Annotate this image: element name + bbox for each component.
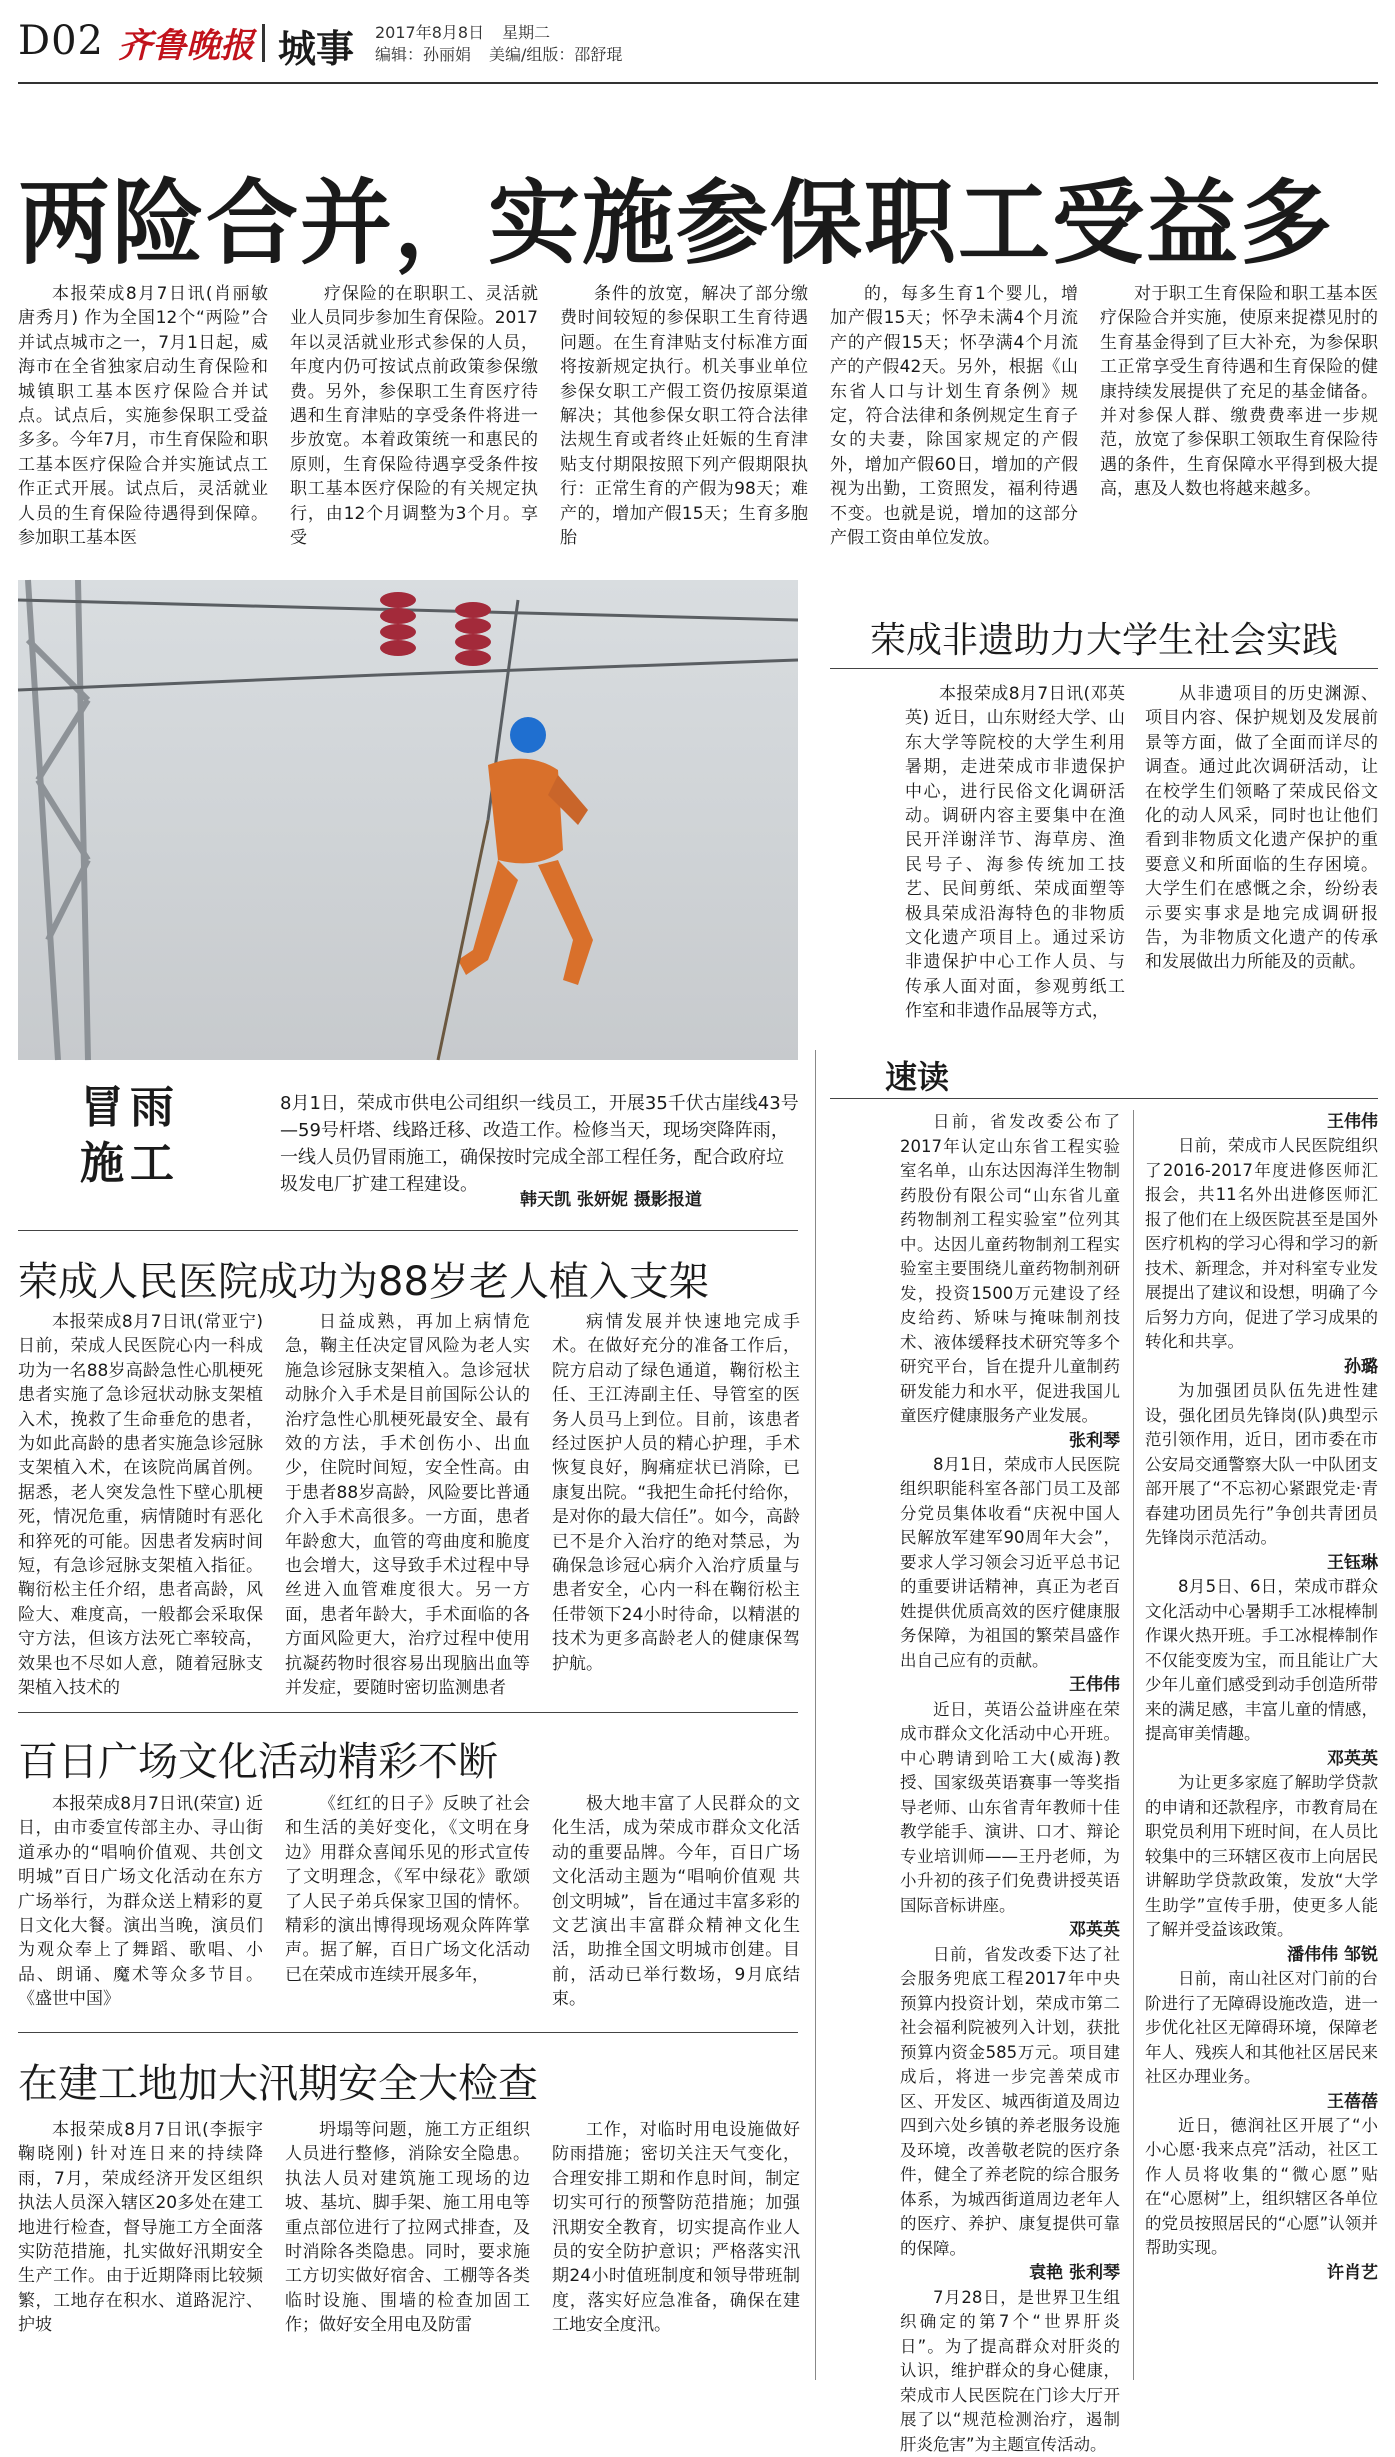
lead-story-col-1: 本报荣成8月7日讯(肖丽敏 唐秀月) 作为全国12个“两险”合并试点城市之一，7月1日起，威海市在全省独家启动生育保险和城镇职工基本医疗保险合并试点。试点后，实施参保职工受益多多。今年7月，市生育保险和职工基本医疗保险合并实施试点工作正式开展。试点后，灵活就业人员的生育保险待遇得到保障。参加职工基本医 [18, 284, 268, 549]
quick-item-1-author: 张利琴 [1069, 1430, 1120, 1451]
quick-item-8: 8月5日、6日，荣成市群众文化活动中心暑期手工冰棍棒制作课火热开班。手工冰棍棒制作不仅能变废为宝，而且能让广大少年儿童们感受到动手创造所带来的满足感，丰富儿童的情感，提高审美情趣。 [1145, 1577, 1378, 1744]
lead-story-col-5: 对于职工生育保险和职工基本医疗保险合并实施，使原来捉襟见肘的生育基金得到了巨大补充，为参保职工正常享受生育待遇和生育保险的健康持续发展提供了充足的基金储备。并对参保人群、缴费费率进一步规范，放宽了参保职工领取生育保险待遇的条件，生育保障水平得到极大提高，惠及人数也将越来越多。 [1100, 284, 1378, 500]
hospital-story-title: 荣成人民医院成功为88岁老人植入支架 [18, 1259, 709, 1305]
lineman-illustration [18, 580, 798, 1060]
quick-item-6: 日前，荣成市人民医院组织了2016-2017年度进修医师汇报会，共11名外出进修医师汇报了他们在上级医院甚至是国外医疗机构的学习心得和学习的新技术、新理念，并对科室专业发展提出了建议和设想，明确了今后努力方向，促进了学习成果的转化和共享。 [1145, 1136, 1378, 1352]
quick-read-divider [1133, 1110, 1134, 2380]
quick-item-7-author: 王钰琳 [1327, 1552, 1378, 1573]
main-headline: 两险合并，实施参保职工受益多 [18, 170, 1335, 277]
intangible-heritage-col-1: 本报荣成8月7日讯(邓英英) 近日，山东财经大学、山东大学等院校的大学生利用暑期，走进荣成市非遗保护中心，进行民俗文化调研活动。调研内容主要集中在渔民开洋谢洋节、海草房、渔民号子、海参传统加工技艺、民间剪纸、荣成面塑等极具荣成沿海特色的非物质文化遗产项目上。通过采访非遗保护中心工作人员、与传承人面对面，参观剪纸工作室和非遗作品展等方式， [905, 684, 1125, 1022]
construction-story-col-2: 坍塌等问题，施工方正组织人员进行整修，消除安全隐患。执法人员对建筑施工现场的边坡、基坑、脚手架、施工用电等重点部位进行了拉网式排查，及时消除各类隐患。同时，要求施工方切实做好宿舍、工棚等各类临时设施、围墙的检查加固工作；做好安全用电及防雷 [285, 2120, 530, 2336]
photo-caption: 8月1日，荣成市供电公司组织一线员工，开展35千伏古崖线43号—59号杆塔、线路迁移、改造工作。检修当天，现场突降阵雨，一线人员仍冒雨施工，确保按时完成全部工程任务，配合政府垃圾发电厂扩建工程建设。 [280, 1093, 799, 1195]
square-story-col-3: 极大地丰富了人民群众的文化生活，成为荣成市群众文化活动的重要品牌。今年，百日广场文化活动主题为“唱响价值观 共创文明城”，旨在通过丰富多彩的文艺演出丰富群众精神文化生活，助推全国文明城市创建。目前，活动已举行数场，9月底结束。 [552, 1794, 800, 2010]
news-photo-lineman [18, 580, 798, 1060]
page-number: D02 [18, 18, 104, 64]
lead-story-col-4: 的，每多生育1个婴儿，增加产假15天；怀孕未满4个月流产的产假15天；怀孕满4个月流产的产假42天。另外，根据《山东省人口与计划生育条例》规定，符合法律和条例规定生育子女的夫妻，除国家规定的产假外，增加产假60日，增加的产假视为出勤，工资照发，福利待遇不变。也就是说，增加的这部分产假工资由单位发放。 [830, 284, 1078, 549]
intangible-heritage-title: 荣成非遗助力大学生社会实践 [870, 620, 1339, 661]
header-rule [18, 82, 1378, 84]
hospital-story-col-3: 病情发展并快速地完成手术。在做好充分的准备工作后，院方启动了绿色通道，鞠衍松主任、王江涛副主任、导管室的医务人员马上到位。目前，该患者经过医护人员的精心护理，手术恢复良好，胸痛症状已消除，已康复出院。“我把生命托付给你，是对你的最大信任”。如今，高龄已不是介入治疗的绝对禁忌，为确保急诊冠心病介入治疗质量与患者安全，心内一科在鞠衍松主任带领下24小时待命，以精湛的技术为更多高龄老人的健康保驾护航。 [552, 1312, 800, 1674]
hospital-story-rule [18, 1712, 798, 1713]
section-name: 城事 [278, 27, 355, 71]
square-story-rule [18, 2032, 798, 2033]
page-column-divider [815, 1050, 816, 2380]
construction-story-title: 在建工地加大汛期安全大检查 [18, 2061, 538, 2107]
quick-read-rule [830, 1098, 1378, 1099]
quick-item-11: 近日，德润社区开展了“小小心愿·我来点亮”活动，社区工作人员将收集的“微心愿”贴在“心愿树”上，组织辖区各单位的党员按照居民的“心愿”认领并帮助实现。 [1145, 2115, 1378, 2258]
issue-date: 2017年8月8日 [375, 23, 485, 42]
quick-item-7: 为加强团员队伍先进性建设，强化团员先锋岗(队)典型示范引领作用，近日，团市委在市公安局交通警察大队一中队团支部开展了“不忘初心紧跟党走·青春建功团员先行”争创共青团员先锋岗示范活动。 [1145, 1381, 1378, 1548]
quick-item-2: 8月1日，荣成市人民医院组织职能科室各部门员工及部分党员集体收看“庆祝中国人民解放军建军90周年大会”，要求人学习领会习近平总书记的重要讲话精神，真正为老百姓提供优质高效的医疗健康服务保障，为祖国的繁荣昌盛作出自己应有的贡献。 [900, 1454, 1120, 1670]
quick-item-10: 日前，南山社区对门前的台阶进行了无障碍设施改造，进一步优化社区无障碍环境，保障老年人、残疾人和其他社区居民来社区办理业务。 [1145, 1969, 1378, 2087]
quick-item-10-author: 王蓓蓓 [1327, 2091, 1378, 2112]
intangible-heritage-col-2: 从非遗项目的历史渊源、项目内容、保护规划及发展前景等方面，做了全面而详尽的调查。通过此次调研活动，让在校学生们领略了荣成民俗文化的动人风采，同时也让他们看到非物质文化遗产保护的重要意义和所面临的生存困境。大学生们在感慨之余，纷纷表示要实事求是地完成调研报告，为非物质文化遗产的传承和发展做出力所能及的贡献。 [1145, 684, 1378, 973]
photo-credit: 韩天凯 张妍妮 摄影报道 [520, 1190, 702, 1210]
quick-item-6-author: 孙璐 [1344, 1356, 1378, 1377]
square-story-col-2: 《红红的日子》反映了社会和生活的美好变化，《文明在身边》用群众喜闻乐见的形式宣传了文明理念，《军中绿花》歌颂了人民子弟兵保家卫国的情怀。精彩的演出博得现场观众阵阵掌声。据了解，百日广场文化活动已在荣成市连续开展多年， [285, 1794, 530, 1985]
quick-item-5: 7月28日，是世界卫生组织确定的第7个“世界肝炎日”。为了提高群众对肝炎的认识，维护群众的身心健康，荣成市人民医院在门诊大厅开展了以“规范检测治疗，遏制肝炎危害”为主题宣传活动。 [900, 2287, 1120, 2454]
header-divider [262, 24, 265, 62]
square-story-title: 百日广场文化活动精彩不断 [18, 1739, 498, 1785]
quick-read-col-1 [900, 1110, 1120, 2454]
quick-item-9: 为让更多家庭了解助学贷款的申请和还款程序，市教育局在职党员利用下班时间，在人员比较集中的三环辖区夜市上向居民讲解助学贷款政策，发放“大学生助学”宣传手册，使更多人能了解并受益该政策。 [1145, 1773, 1378, 1940]
quick-item-11-author: 许肖艺 [1327, 2262, 1378, 2283]
construction-story-col-3: 工作，对临时用电设施做好防雨措施；密切关注天气变化，合理安排工期和作息时间，制定切实可行的预警防范措施；加强汛期安全教育，切实提高作业人员的安全防护意识；严格落实汛期24小时值班制度和领导带班制度，落实好应急准备，确保在建工地安全度汛。 [552, 2120, 800, 2336]
lead-story-col-3: 条件的放宽，解决了部分缴费时间较短的参保职工生育待遇问题。在生育津贴支付标准方面将按新规定执行。机关事业单位参保女职工产假工资仍按原渠道解决；其他参保女职工符合法律法规生育或者终止妊娠的生育津贴支付期限按照下列产假期限执行：正常生育的产假为98天；难产的，增加产假15天；生育多胞胎 [560, 284, 808, 549]
square-story-col-1: 本报荣成8月7日讯(荣宣) 近日，由市委宣传部主办、寻山街道承办的“唱响价值观、共创文明城”百日广场文化活动在东方广场举行，为群众送上精彩的夏日文化大餐。演出当晚，演员们为观众奉上了舞蹈、歌唱、小品、朗诵、魔术等众多节目。《盛世中国》 [18, 1794, 263, 2010]
hospital-story-col-1: 本报荣成8月7日讯(常亚宁) 日前，荣成人民医院心内一科成功为一名88岁高龄急性心肌梗死患者实施了急诊冠状动脉支架植入术，挽救了生命垂危的患者，为如此高龄的患者实施急诊冠脉支架植入术，在该院尚属首例。据悉，老人突发急性下壁心肌梗死，情况危重，病情随时有恶化和猝死的可能。因患者发病时间短，有急诊冠脉支架植入指征。鞠衍松主任介绍，患者高龄，风险大、难度高，一般都会采取保守方法，但该方法死亡率较高，效果也不尽如人意，随着冠脉支架植入技术的 [18, 1312, 263, 1699]
header-meta [375, 22, 640, 66]
quick-item-8-author: 邓英英 [1327, 1748, 1378, 1769]
quick-item-3: 近日，英语公益讲座在荣成市群众文化活动中心开班。中心聘请到哈工大(威海)教授、国家级英语赛事一等奖指导老师、山东省青年教师十佳教学能手、演讲、口才、辩论专业培训师——王丹老师，为小升初的孩子们免费讲授英语国际音标讲座。 [900, 1699, 1120, 1915]
hospital-story-col-2: 日益成熟，再加上病情危急，鞠主任决定冒风险为老人实施急诊冠脉支架植入。急诊冠状动脉介入手术是目前国际公认的治疗急性心肌梗死最安全、最有效的方法，手术创伤小、出血少，住院时间短，安全性高。由于患者88岁高龄，风险要比普通介入手术高很多。一方面，患者年龄愈大，血管的弯曲度和脆度也会增大，这导致手术过程中导丝进入血管难度很大。另一方面，患者年龄大，手术面临的各方面风险更大，治疗过程中使用抗凝药物时很容易出现脑出血等并发症，要随时密切监测患者 [285, 1312, 530, 1699]
designer-credit: 美编/组版：邵舒琨 [489, 45, 623, 64]
quick-read-col-2 [1145, 1110, 1378, 2380]
photo-bottom-rule [18, 1230, 798, 1231]
quick-item-2-author: 王伟伟 [1069, 1675, 1120, 1696]
editor-credit: 编辑：孙丽娟 [375, 45, 472, 64]
quick-item-4: 日前，省发改委下达了社会服务兜底工程2017年中央预算内投资计划，荣成市第二社会福利院被列入计划，获批预算内资金585万元。项目建成后，将进一步完善荣成市区、开发区、城西街道及周边四到六处乡镇的养老服务设施及环境，改善敬老院的医疗条件，健全了养老院的综合服务体系，为城西街道周边老年人的医疗、养护、康复提供可靠的保障。 [900, 1944, 1120, 2258]
quick-item-3-author: 邓英英 [1069, 1920, 1120, 1941]
quick-item-4-author: 袁艳 张利琴 [1029, 2263, 1120, 2284]
newspaper-logo: 齐鲁晚报 [118, 26, 254, 66]
intangible-heritage-rule [830, 668, 1378, 669]
construction-story-col-1: 本报荣成8月7日讯(李振宇 鞠晓刚) 针对连日来的持续降雨，7月，荣成经济开发区组织执法人员深入辖区20多处在建工地进行检查，督导施工方全面落实防范措施，扎实做好汛期安全生产工作。由于近期降雨比较频繁，工地存在积水、道路泥泞、护坡 [18, 2120, 263, 2336]
quick-read-title: 速读 [885, 1058, 950, 1096]
lead-story-col-2: 疗保险的在职职工、灵活就业人员同步参加生育保险。2017年以灵活就业形式参保的人员，年度内仍可按试点前政策参保缴费。另外，参保职工生育医疗待遇和生育津贴的享受条件将进一步放宽。本着政策统一和惠民的原则，生育保险待遇享受条件按职工基本医疗保险的有关规定执行，由12个月调整为3个月。享受 [290, 284, 538, 549]
photo-title: 冒雨施工 [80, 1082, 180, 1189]
quick-item-5-author: 王伟伟 [1327, 1112, 1378, 1132]
quick-item-1: 日前，省发改委公布了2017年认定山东省工程实验室名单，山东达因海洋生物制药股份有限公司“山东省儿童药物制剂工程实验室”位列其中。达因儿童药物制剂工程实验室主要围绕儿童药物制剂研发，投资1500万元建设了经皮给药、矫味与掩味制剂技术、液体缓释技术研究等多个研究平台，旨在提升儿童制药研发能力和水平，促进我国儿童医疗健康服务产业发展。 [900, 1112, 1120, 1425]
issue-weekday: 星期二 [502, 23, 551, 42]
quick-item-9-author: 潘伟伟 邹锐 [1287, 1944, 1378, 1965]
